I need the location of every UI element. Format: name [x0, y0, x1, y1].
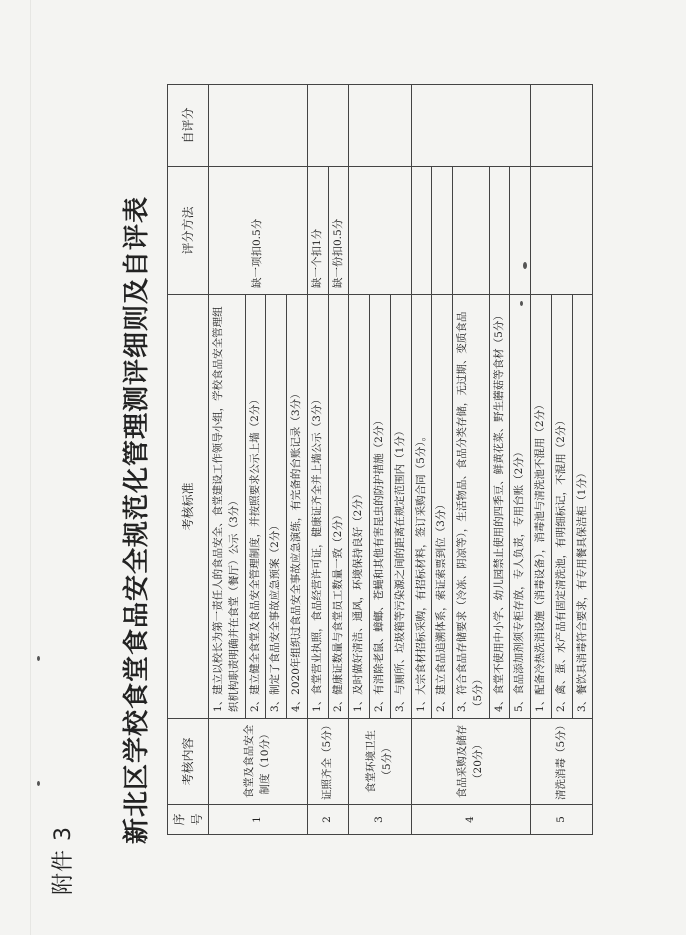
standard-item: 2、禽、蛋、水产品有固定清洗池，有明细标记，不混用（2分）: [551, 295, 572, 719]
table-header-row: [168, 85, 209, 835]
section-content: 食堂环境卫生（5分）: [349, 719, 411, 805]
standard-item: 5、食品添加剂须专柜存放，专人负责，专用台账（2分）: [510, 295, 531, 719]
header-self-score: 自评分: [168, 85, 209, 167]
standard-item: 2、有消除老鼠、蟑螂、苍蝇和其他有害昆虫的防护措施（2分）: [370, 295, 391, 719]
header-content: 考核内容: [168, 719, 209, 805]
header-no: 序号: [168, 805, 209, 835]
scoring-method-empty: [489, 167, 510, 295]
scoring-method: 缺一项扣0.5分: [209, 167, 308, 295]
rotated-document: [40, 35, 640, 895]
header-standard: 考核标准: [168, 295, 209, 719]
standard-item: 1、及时做好清洁、通风，环境保持良好（2分）: [349, 295, 370, 719]
scoring-method: 缺一份扣0.5分: [328, 167, 349, 295]
standard-item: 4、2020年组织过食品安全事故应急演练，有完备的台账记录（3分）: [287, 295, 308, 719]
section-content: 证照齐全（5分）: [307, 719, 349, 805]
self-score-cell[interactable]: [307, 85, 349, 167]
scoring-method: 缺一个扣1分: [307, 167, 328, 295]
scoring-method-empty: [453, 167, 490, 295]
table-row: [411, 85, 432, 835]
section-no: 1: [209, 805, 308, 835]
standard-item: 3、与厕所、垃圾箱等污染源之间的距离在规定范围内（1分）: [390, 295, 411, 719]
standard-item: 1、建立以校长为第一责任人的食品安全、食堂建设工作领导小组，学校食品安全管理组织机构职责明确并在食堂（餐厅）公示（3分）: [209, 295, 246, 719]
section-no: 3: [349, 805, 411, 835]
self-score-cell[interactable]: [209, 85, 308, 167]
table-row: [531, 85, 552, 835]
self-score-cell[interactable]: [531, 85, 593, 167]
standard-item: 3、制定了食品安全事故应急预案（2分）: [266, 295, 287, 719]
section-content: 食堂及食品安全制度（10分）: [209, 719, 308, 805]
standard-item: 3、餐饮具消毒符合要求，有专用餐具保洁柜（1分）: [572, 295, 593, 719]
self-score-cell[interactable]: [411, 85, 531, 167]
section-content: 清洗消毒（5分）: [531, 719, 593, 805]
section-content: 食品采购及储存（20分）: [411, 719, 531, 805]
standard-item: 3、符合食品存储要求（冷冻、阴凉等），生活物品、食品分类存储，无过期、变质食品（5分）: [453, 295, 490, 719]
header-method: 评分方法: [168, 167, 209, 295]
standard-item: 4、食堂不使用中小学、幼儿园禁止使用的四季豆、鲜黄花菜、野生蘑菇等食材（5分）: [489, 295, 510, 719]
section-no: 5: [531, 805, 593, 835]
scoring-method-empty: [510, 167, 531, 295]
standard-item: 2、建立食品追溯体系，索证索票到位（3分）: [432, 295, 453, 719]
scoring-method-empty: [349, 167, 411, 295]
standard-item: 2、建立健全食堂及食品安全管理制度，并按照要求公示上墙（2分）: [245, 295, 266, 719]
standard-item: 1、配备冷热洗消设施（消毒设备），消毒池与清洗池不混用（2分）: [531, 295, 552, 719]
section-no: 4: [411, 805, 531, 835]
scoring-method-empty: [531, 167, 593, 295]
evaluation-table: [167, 84, 593, 835]
standard-item: 2、健康证数量与食堂员工数量一致（2分）: [328, 295, 349, 719]
table-row: [349, 85, 370, 835]
page-fold-line: [30, 0, 31, 935]
standard-item: 1、大宗食材招标采购，有招标材料，签订采购合同（5分）。: [411, 295, 432, 719]
attachment-label: 附件 3: [51, 826, 76, 895]
self-score-cell[interactable]: [349, 85, 411, 167]
table-row: [209, 85, 246, 835]
standard-item: 1、食堂营业执照，食品经营许可证，健康证齐全并上墙公示（3分）: [307, 295, 328, 719]
scoring-method-empty: [432, 167, 453, 295]
document-title: 新北区学校食堂食品安全规范化管理测评细则及自评表: [122, 196, 152, 845]
scoring-method-empty: [411, 167, 432, 295]
section-no: 2: [307, 805, 349, 835]
table-row: [307, 85, 328, 835]
